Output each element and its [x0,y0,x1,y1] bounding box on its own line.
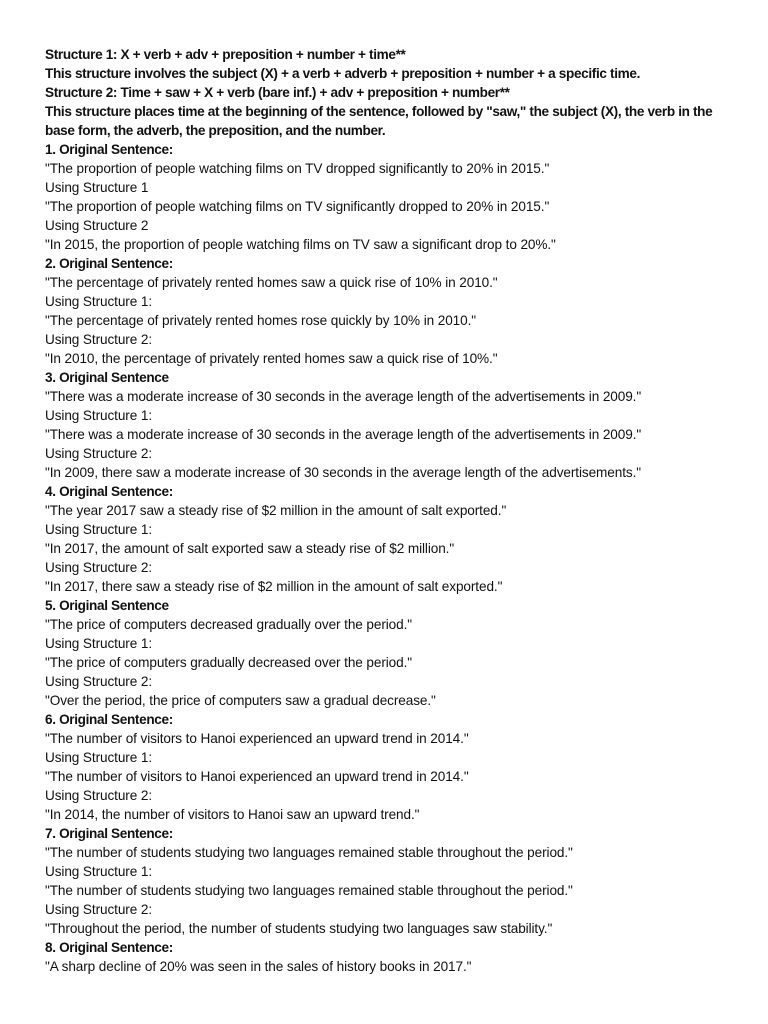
example-7 [45,824,745,938]
example-heading: 1. Original Sentence: [45,142,173,157]
structure2-label: Using Structure 2: [45,674,152,689]
structure1-description: This structure involves the subject (X) + a verb + adverb + preposition + number + a specific time. [45,66,641,81]
example-3 [45,368,745,482]
original-sentence: "There was a moderate increase of 30 seconds in the average length of the advertisements in 2009." [45,389,642,404]
structure1-sentence: "The percentage of privately rented homes rose quickly by 10% in 2010." [45,313,477,328]
structure2-sentence: "In 2017, there saw a steady rise of $2 million in the amount of salt exported." [45,579,503,594]
structure2-label: Using Structure 2: [45,902,152,917]
structure2-sentence: "In 2014, the number of visitors to Hanoi saw an upward trend." [45,807,420,822]
example-heading: 8. Original Sentence: [45,940,173,955]
example-heading: 7. Original Sentence: [45,826,173,841]
structure1-label: Using Structure 1 [45,180,149,195]
structure2-sentence: "Over the period, the price of computers saw a gradual decrease." [45,693,436,708]
structure2-label: Using Structure 2: [45,446,152,461]
structure1-heading: Structure 1: X + verb + adv + preposition + number + time** [45,47,406,62]
example-8 [45,938,745,976]
example-4 [45,482,745,596]
example-2 [45,254,745,368]
example-heading: 5. Original Sentence [45,598,169,613]
original-sentence: "The number of students studying two languages remained stable throughout the period." [45,845,573,860]
structure1-sentence: "The price of computers gradually decreased over the period." [45,655,413,670]
original-sentence: "A sharp decline of 20% was seen in the sales of history books in 2017." [45,959,472,974]
structure2-label: Using Structure 2 [45,218,149,233]
structure2-sentence: "In 2015, the proportion of people watching films on TV saw a significant drop to 20%." [45,237,556,252]
structure1-label: Using Structure 1: [45,636,152,651]
structure2-sentence: "In 2010, the percentage of privately rented homes saw a quick rise of 10%." [45,351,498,366]
example-heading: 6. Original Sentence: [45,712,173,727]
original-sentence: "The proportion of people watching films on TV dropped significantly to 20% in 2015." [45,161,550,176]
document-page [45,45,745,976]
example-1 [45,140,745,254]
structure1-label: Using Structure 1: [45,408,152,423]
structure1-label: Using Structure 1: [45,522,152,537]
structure2-heading: Structure 2: Time + saw + X + verb (bare inf.) + adv + preposition + number** [45,85,510,100]
example-heading: 2. Original Sentence: [45,256,173,271]
structure2-sentence: "Throughout the period, the number of students studying two languages saw stability." [45,921,553,936]
example-heading: 3. Original Sentence [45,370,169,385]
original-sentence: "The price of computers decreased gradually over the period." [45,617,413,632]
structure1-sentence: "The number of visitors to Hanoi experienced an upward trend in 2014." [45,769,469,784]
examples-list [45,140,745,938]
original-sentence: "The number of visitors to Hanoi experienced an upward trend in 2014." [45,731,469,746]
structure2-label: Using Structure 2: [45,332,152,347]
structure1-label: Using Structure 1: [45,294,152,309]
original-sentence: "The percentage of privately rented homes saw a quick rise of 10% in 2010." [45,275,498,290]
original-sentence: "The year 2017 saw a steady rise of $2 million in the amount of salt exported." [45,503,507,518]
structure1-sentence: "The number of students studying two languages remained stable throughout the period." [45,883,573,898]
structure2-sentence: "In 2009, there saw a moderate increase of 30 seconds in the average length of the advertisements." [45,465,641,480]
structure1-sentence: "The proportion of people watching films on TV significantly dropped to 20% in 2015." [45,199,550,214]
structure2-description: This structure places time at the beginning of the sentence, followed by "saw," the subject (X), the verb in the base form, the adverb, the preposition, and the number. [45,104,713,138]
structure2-label: Using Structure 2: [45,788,152,803]
structure1-sentence: "There was a moderate increase of 30 seconds in the average length of the advertisements in 2009." [45,427,642,442]
structure1-sentence: "In 2017, the amount of salt exported saw a steady rise of $2 million." [45,541,455,556]
example-heading: 4. Original Sentence: [45,484,173,499]
example-6 [45,710,745,824]
example-5 [45,596,745,710]
structure1-label: Using Structure 1: [45,750,152,765]
structure1-label: Using Structure 1: [45,864,152,879]
structure2-label: Using Structure 2: [45,560,152,575]
